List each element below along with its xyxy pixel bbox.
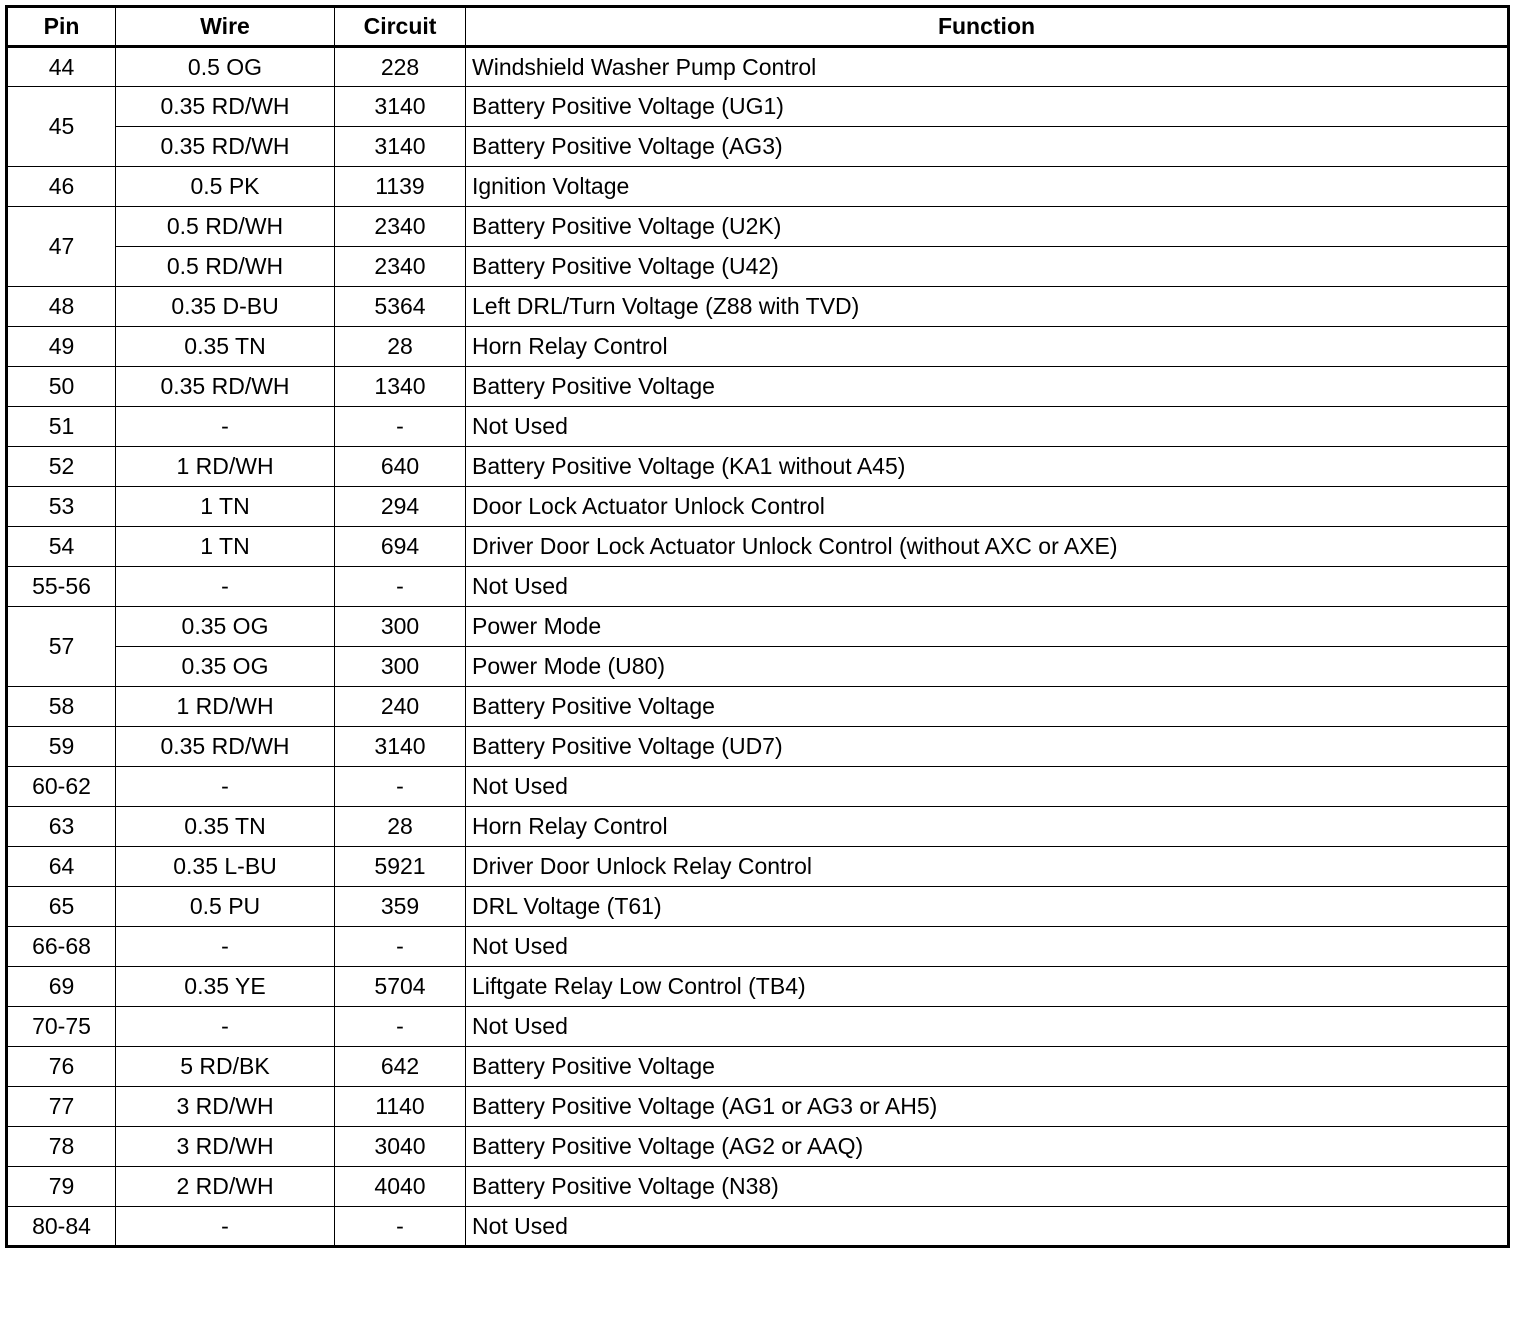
- pin-cell: 63: [7, 807, 116, 847]
- function-cell: DRL Voltage (T61): [466, 887, 1509, 927]
- function-cell: Battery Positive Voltage: [466, 367, 1509, 407]
- circuit-cell: 1139: [335, 167, 466, 207]
- table-row: [7, 527, 1509, 567]
- function-cell: Battery Positive Voltage (KA1 without A45): [466, 447, 1509, 487]
- wire-cell: 0.5 RD/WH: [116, 207, 335, 247]
- function-cell: Power Mode (U80): [466, 647, 1509, 687]
- table-row: [7, 487, 1509, 527]
- wire-cell: -: [116, 767, 335, 807]
- table-row: [7, 287, 1509, 327]
- wire-cell: -: [116, 1007, 335, 1047]
- function-cell: Not Used: [466, 767, 1509, 807]
- pin-cell: 46: [7, 167, 116, 207]
- pin-cell: 66-68: [7, 927, 116, 967]
- pin-cell: 76: [7, 1047, 116, 1087]
- function-cell: Battery Positive Voltage (U42): [466, 247, 1509, 287]
- circuit-cell: 5921: [335, 847, 466, 887]
- function-cell: Not Used: [466, 407, 1509, 447]
- function-cell: Power Mode: [466, 607, 1509, 647]
- table-row: [7, 247, 1509, 287]
- wire-cell: -: [116, 567, 335, 607]
- table-row: [7, 767, 1509, 807]
- pin-cell: 69: [7, 967, 116, 1007]
- pin-cell: 80-84: [7, 1207, 116, 1247]
- function-cell: Horn Relay Control: [466, 327, 1509, 367]
- pin-cell: 50: [7, 367, 116, 407]
- table-row: [7, 647, 1509, 687]
- pin-cell: 49: [7, 327, 116, 367]
- wire-cell: 0.35 TN: [116, 807, 335, 847]
- function-cell: Door Lock Actuator Unlock Control: [466, 487, 1509, 527]
- table-row: [7, 407, 1509, 447]
- pinout-table: [5, 5, 1510, 1248]
- circuit-cell: -: [335, 767, 466, 807]
- pin-cell: 64: [7, 847, 116, 887]
- circuit-cell: 4040: [335, 1167, 466, 1207]
- pin-cell: 59: [7, 727, 116, 767]
- wire-cell: 5 RD/BK: [116, 1047, 335, 1087]
- header-pin: Pin: [7, 7, 116, 47]
- table-row: [7, 887, 1509, 927]
- circuit-cell: 3140: [335, 87, 466, 127]
- connector-pinout-document: [5, 5, 1510, 1248]
- pin-cell: 78: [7, 1127, 116, 1167]
- wire-cell: 0.35 RD/WH: [116, 727, 335, 767]
- table-row: [7, 447, 1509, 487]
- table-row: [7, 1207, 1509, 1247]
- function-cell: Battery Positive Voltage (UG1): [466, 87, 1509, 127]
- circuit-cell: 694: [335, 527, 466, 567]
- pin-cell: 79: [7, 1167, 116, 1207]
- circuit-cell: 228: [335, 47, 466, 87]
- wire-cell: 0.35 RD/WH: [116, 127, 335, 167]
- pin-cell: 45: [7, 87, 116, 167]
- circuit-cell: 1140: [335, 1087, 466, 1127]
- pin-cell: 52: [7, 447, 116, 487]
- wire-cell: 0.35 L-BU: [116, 847, 335, 887]
- circuit-cell: 300: [335, 607, 466, 647]
- wire-cell: -: [116, 927, 335, 967]
- table-row: [7, 1047, 1509, 1087]
- wire-cell: 0.5 PK: [116, 167, 335, 207]
- circuit-cell: 294: [335, 487, 466, 527]
- circuit-cell: 300: [335, 647, 466, 687]
- table-row: [7, 727, 1509, 767]
- table-row: [7, 847, 1509, 887]
- wire-cell: 0.35 OG: [116, 607, 335, 647]
- table-row: [7, 1007, 1509, 1047]
- wire-cell: -: [116, 407, 335, 447]
- table-row: [7, 127, 1509, 167]
- table-row: [7, 87, 1509, 127]
- table-body: [7, 47, 1509, 1247]
- function-cell: Driver Door Lock Actuator Unlock Control (without AXC or AXE): [466, 527, 1509, 567]
- table-row: [7, 207, 1509, 247]
- function-cell: Battery Positive Voltage (AG3): [466, 127, 1509, 167]
- wire-cell: 0.35 D-BU: [116, 287, 335, 327]
- function-cell: Battery Positive Voltage (AG1 or AG3 or AH5): [466, 1087, 1509, 1127]
- function-cell: Horn Relay Control: [466, 807, 1509, 847]
- table-row: [7, 1167, 1509, 1207]
- wire-cell: 3 RD/WH: [116, 1087, 335, 1127]
- header-function: Function: [466, 7, 1509, 47]
- pin-cell: 47: [7, 207, 116, 287]
- pin-cell: 77: [7, 1087, 116, 1127]
- wire-cell: -: [116, 1207, 335, 1247]
- circuit-cell: 5364: [335, 287, 466, 327]
- circuit-cell: -: [335, 1207, 466, 1247]
- header-row: [7, 7, 1509, 47]
- table-row: [7, 167, 1509, 207]
- circuit-cell: 28: [335, 327, 466, 367]
- table-header: [7, 7, 1509, 47]
- circuit-cell: 359: [335, 887, 466, 927]
- function-cell: Not Used: [466, 927, 1509, 967]
- function-cell: Windshield Washer Pump Control: [466, 47, 1509, 87]
- wire-cell: 0.5 OG: [116, 47, 335, 87]
- table-row: [7, 567, 1509, 607]
- function-cell: Battery Positive Voltage (U2K): [466, 207, 1509, 247]
- circuit-cell: -: [335, 407, 466, 447]
- wire-cell: 1 TN: [116, 527, 335, 567]
- circuit-cell: 28: [335, 807, 466, 847]
- pin-cell: 53: [7, 487, 116, 527]
- function-cell: Battery Positive Voltage (N38): [466, 1167, 1509, 1207]
- function-cell: Liftgate Relay Low Control (TB4): [466, 967, 1509, 1007]
- wire-cell: 0.35 RD/WH: [116, 87, 335, 127]
- function-cell: Battery Positive Voltage: [466, 687, 1509, 727]
- wire-cell: 3 RD/WH: [116, 1127, 335, 1167]
- circuit-cell: 3140: [335, 727, 466, 767]
- table-row: [7, 47, 1509, 87]
- function-cell: Battery Positive Voltage (AG2 or AAQ): [466, 1127, 1509, 1167]
- pin-cell: 58: [7, 687, 116, 727]
- pin-cell: 60-62: [7, 767, 116, 807]
- table-row: [7, 927, 1509, 967]
- wire-cell: 1 TN: [116, 487, 335, 527]
- circuit-cell: 240: [335, 687, 466, 727]
- pin-cell: 70-75: [7, 1007, 116, 1047]
- wire-cell: 1 RD/WH: [116, 447, 335, 487]
- circuit-cell: -: [335, 927, 466, 967]
- wire-cell: 0.35 YE: [116, 967, 335, 1007]
- table-row: [7, 687, 1509, 727]
- pin-cell: 51: [7, 407, 116, 447]
- pin-cell: 48: [7, 287, 116, 327]
- function-cell: Not Used: [466, 567, 1509, 607]
- circuit-cell: 5704: [335, 967, 466, 1007]
- pin-cell: 54: [7, 527, 116, 567]
- wire-cell: 0.5 PU: [116, 887, 335, 927]
- table-row: [7, 327, 1509, 367]
- circuit-cell: 640: [335, 447, 466, 487]
- circuit-cell: 3040: [335, 1127, 466, 1167]
- wire-cell: 1 RD/WH: [116, 687, 335, 727]
- function-cell: Battery Positive Voltage: [466, 1047, 1509, 1087]
- circuit-cell: -: [335, 1007, 466, 1047]
- wire-cell: 0.35 OG: [116, 647, 335, 687]
- circuit-cell: 2340: [335, 207, 466, 247]
- circuit-cell: 1340: [335, 367, 466, 407]
- wire-cell: 2 RD/WH: [116, 1167, 335, 1207]
- pin-cell: 65: [7, 887, 116, 927]
- wire-cell: 0.5 RD/WH: [116, 247, 335, 287]
- circuit-cell: -: [335, 567, 466, 607]
- circuit-cell: 2340: [335, 247, 466, 287]
- function-cell: Battery Positive Voltage (UD7): [466, 727, 1509, 767]
- header-wire: Wire: [116, 7, 335, 47]
- table-row: [7, 807, 1509, 847]
- circuit-cell: 3140: [335, 127, 466, 167]
- wire-cell: 0.35 TN: [116, 327, 335, 367]
- pin-cell: 57: [7, 607, 116, 687]
- table-row: [7, 367, 1509, 407]
- circuit-cell: 642: [335, 1047, 466, 1087]
- table-row: [7, 607, 1509, 647]
- function-cell: Left DRL/Turn Voltage (Z88 with TVD): [466, 287, 1509, 327]
- function-cell: Ignition Voltage: [466, 167, 1509, 207]
- header-circuit: Circuit: [335, 7, 466, 47]
- function-cell: Not Used: [466, 1207, 1509, 1247]
- wire-cell: 0.35 RD/WH: [116, 367, 335, 407]
- table-row: [7, 1087, 1509, 1127]
- table-row: [7, 967, 1509, 1007]
- pin-cell: 44: [7, 47, 116, 87]
- function-cell: Driver Door Unlock Relay Control: [466, 847, 1509, 887]
- table-row: [7, 1127, 1509, 1167]
- pin-cell: 55-56: [7, 567, 116, 607]
- function-cell: Not Used: [466, 1007, 1509, 1047]
